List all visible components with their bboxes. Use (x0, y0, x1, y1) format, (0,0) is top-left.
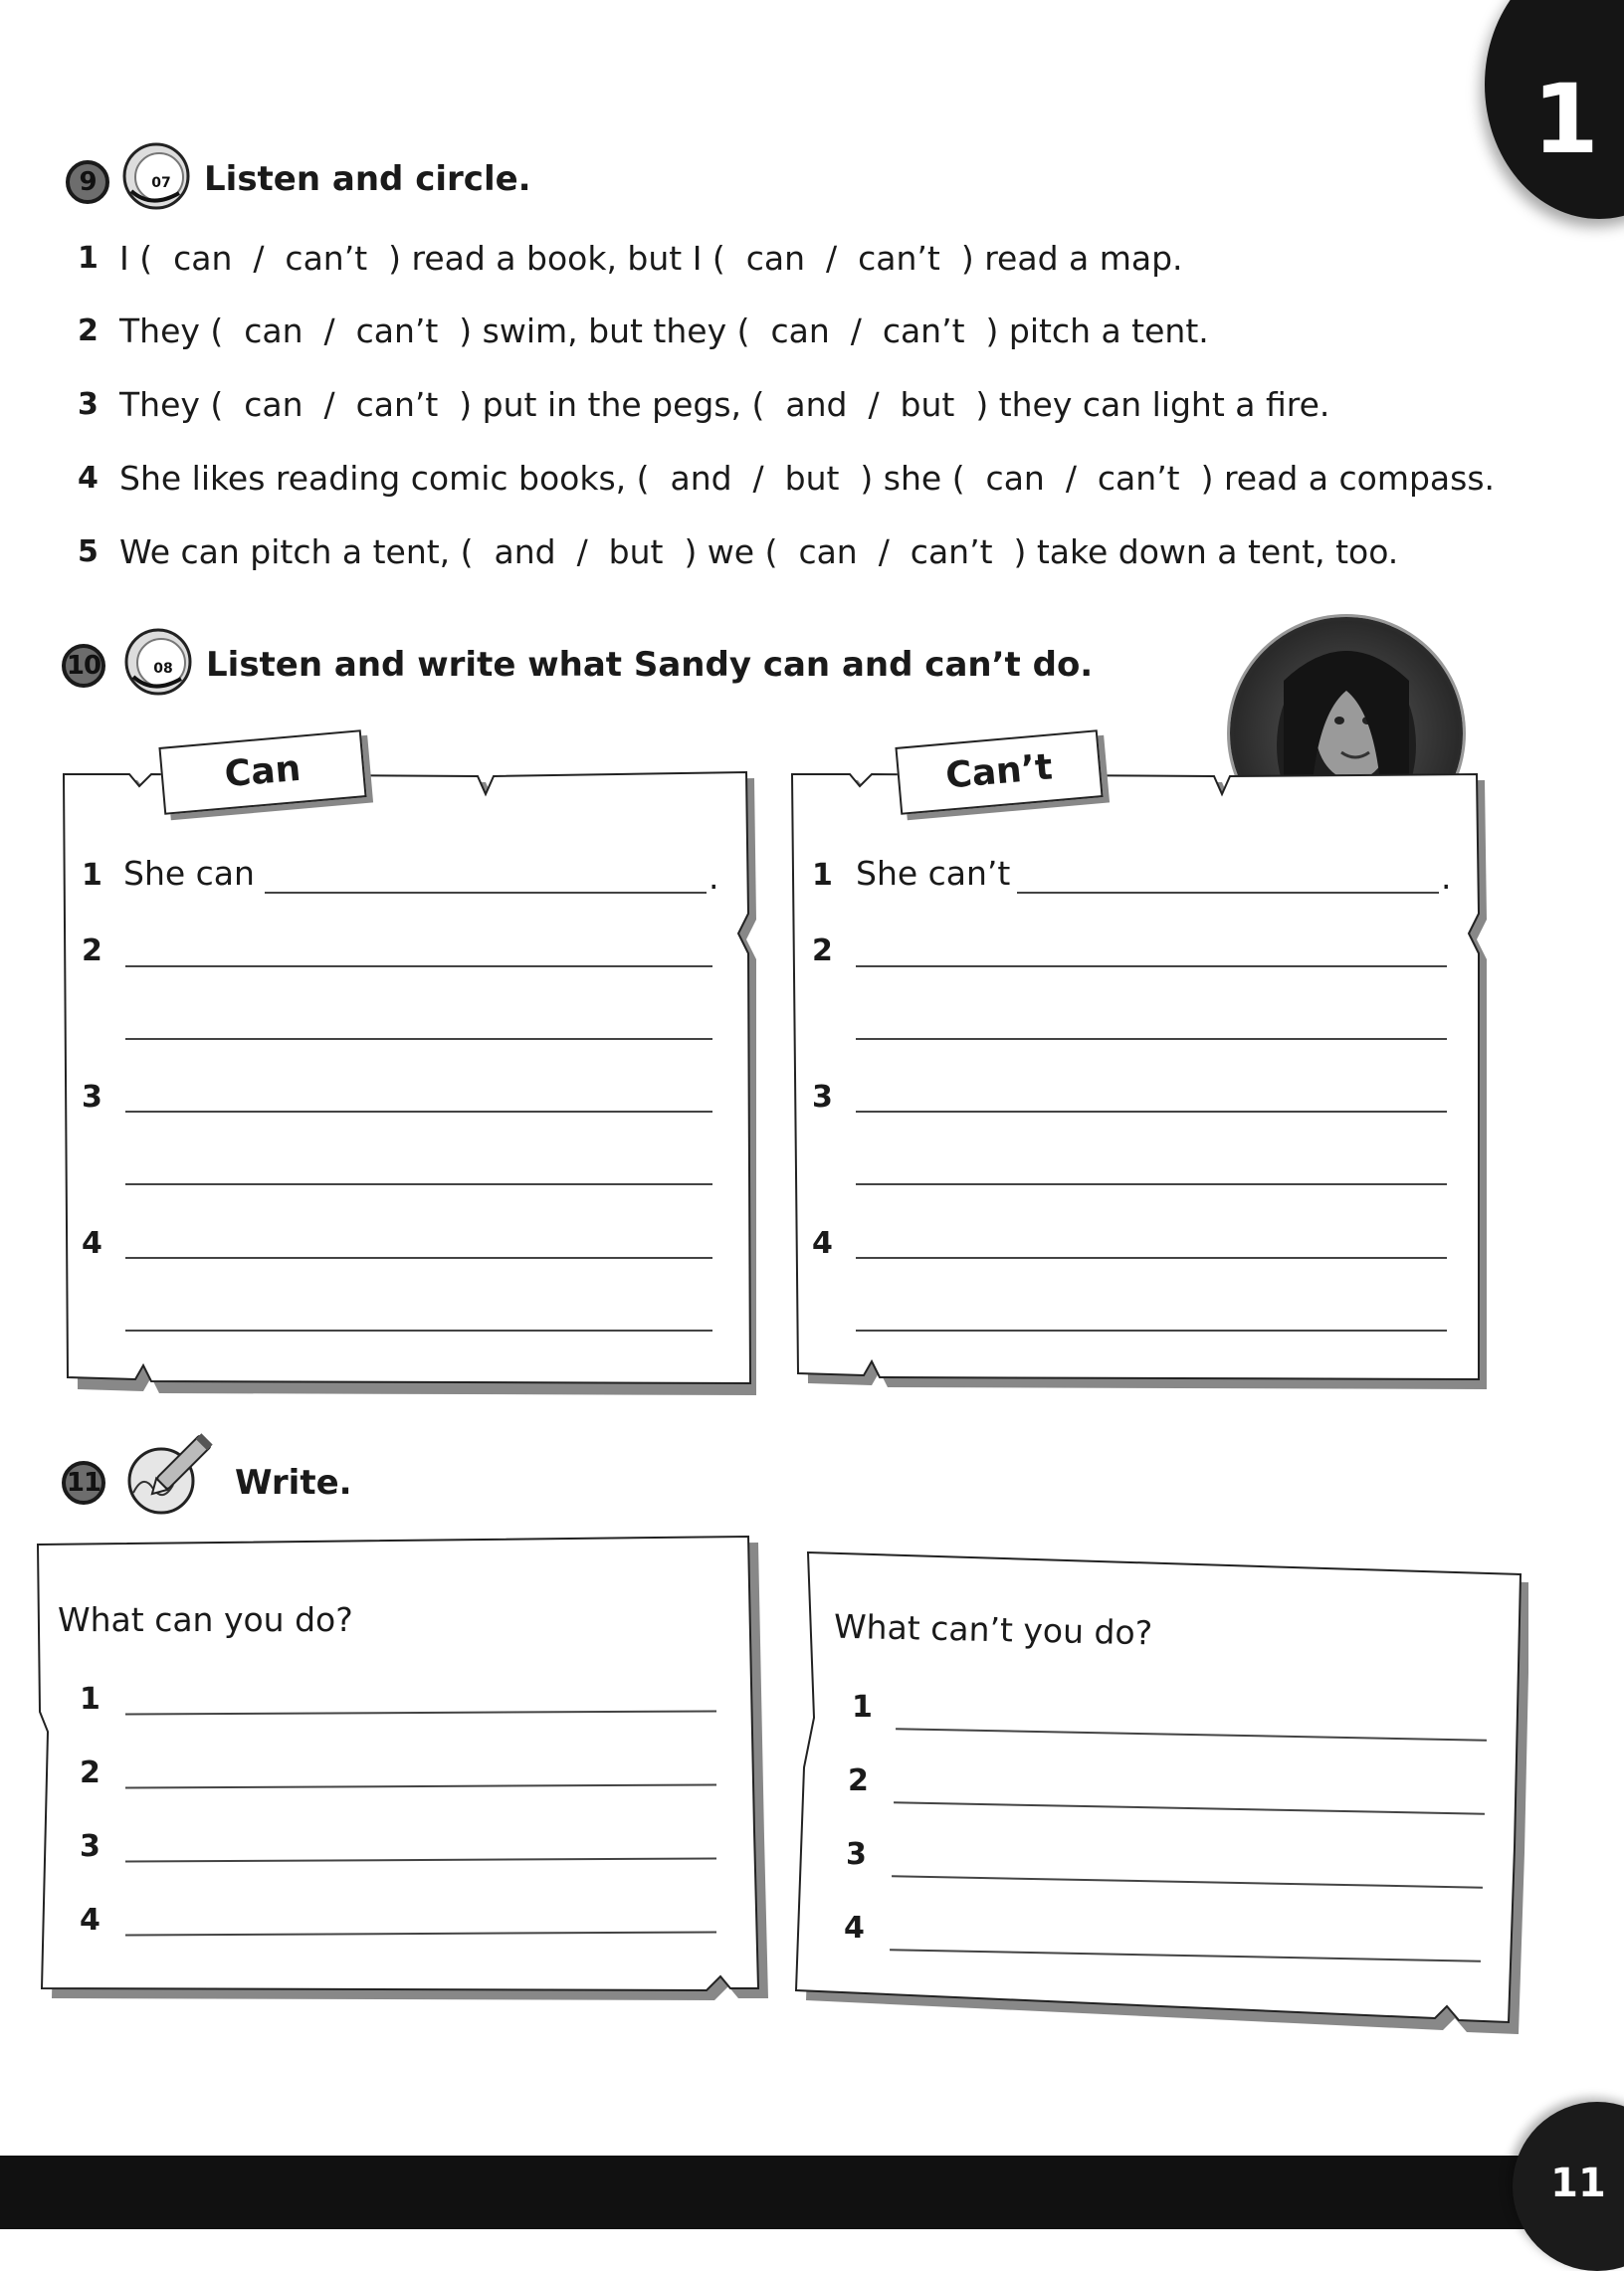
track-number: 08 (153, 661, 173, 677)
line-number: 2 (82, 933, 102, 968)
answer-line[interactable] (1017, 892, 1439, 894)
answer-line[interactable] (125, 1183, 712, 1185)
answer-line[interactable] (125, 965, 712, 967)
item-text[interactable]: We can pitch a tent, ( and / but ) we ( can / can’t ) take down a tent, too. (119, 531, 1399, 571)
period: . (1441, 858, 1452, 897)
can-tag: Can (158, 729, 366, 815)
can-prompt: She can (123, 854, 255, 893)
answer-line[interactable] (125, 1111, 712, 1113)
line-number: 4 (812, 1226, 833, 1261)
line-number: 1 (82, 858, 102, 893)
list-item (78, 233, 1183, 283)
track-number: 07 (151, 175, 171, 191)
line-number: 1 (852, 1690, 873, 1725)
item-text[interactable]: They ( can / can’t ) put in the pegs, ( and / but ) they can light a fire. (119, 384, 1330, 424)
answer-line[interactable] (856, 1183, 1447, 1185)
line-number: 2 (848, 1763, 869, 1798)
unit-number: 1 (1532, 64, 1599, 175)
item-number: 4 (78, 460, 99, 496)
item-text[interactable]: I ( can / can’t ) read a book, but I ( can / can’t ) read a map. (119, 238, 1183, 278)
answer-line[interactable] (856, 1330, 1447, 1332)
cd-audio-icon (123, 627, 193, 697)
cant-tag: Can’t (895, 729, 1103, 815)
cant-prompt: She can’t (856, 854, 1011, 893)
exercise-11-badge: 11 (62, 1461, 105, 1505)
exercise-9-title: Listen and circle. (204, 159, 531, 199)
line-number: 2 (80, 1755, 101, 1790)
exercise-11-title: Write. (235, 1463, 352, 1503)
answer-line[interactable] (856, 1038, 1447, 1040)
answer-line[interactable] (125, 1038, 712, 1040)
line-number: 4 (82, 1226, 102, 1261)
pencil-write-icon (123, 1423, 223, 1523)
exercise-10-badge: 10 (62, 644, 105, 688)
item-text[interactable]: She likes reading comic books, ( and / but ) she ( can / can’t ) read a compass. (119, 458, 1496, 498)
item-text[interactable]: They ( can / can’t ) swim, but they ( can / can’t ) pitch a tent. (119, 310, 1209, 350)
line-number: 2 (812, 933, 833, 968)
exercise-10-title: Listen and write what Sandy can and can’t do. (206, 645, 1094, 685)
page-number: 11 (1550, 2161, 1606, 2206)
list-item (78, 526, 1398, 576)
exercise-9-badge: 9 (66, 160, 109, 204)
item-number: 1 (78, 240, 99, 276)
list-item (78, 306, 1209, 355)
line-number: 3 (82, 1080, 102, 1115)
item-number: 2 (78, 312, 99, 348)
list-item (78, 379, 1329, 429)
list-item (78, 453, 1495, 503)
answer-line[interactable] (125, 1330, 712, 1332)
item-number: 5 (78, 533, 99, 569)
line-number: 4 (80, 1903, 101, 1938)
line-number: 3 (80, 1829, 101, 1864)
answer-line[interactable] (265, 892, 707, 894)
line-number: 1 (80, 1682, 101, 1717)
line-number: 4 (844, 1911, 865, 1946)
line-number: 3 (846, 1837, 867, 1872)
answer-line[interactable] (856, 965, 1447, 967)
line-number: 3 (812, 1080, 833, 1115)
period: . (709, 858, 719, 897)
cd-audio-icon (121, 141, 191, 211)
question-can: What can you do? (58, 1600, 353, 1639)
answer-line[interactable] (856, 1111, 1447, 1113)
footer-bar (0, 2156, 1624, 2229)
answer-line[interactable] (125, 1257, 712, 1259)
answer-line[interactable] (856, 1257, 1447, 1259)
question-cant: What can’t you do? (833, 1606, 1153, 1653)
line-number: 1 (812, 858, 833, 893)
item-number: 3 (78, 386, 99, 422)
